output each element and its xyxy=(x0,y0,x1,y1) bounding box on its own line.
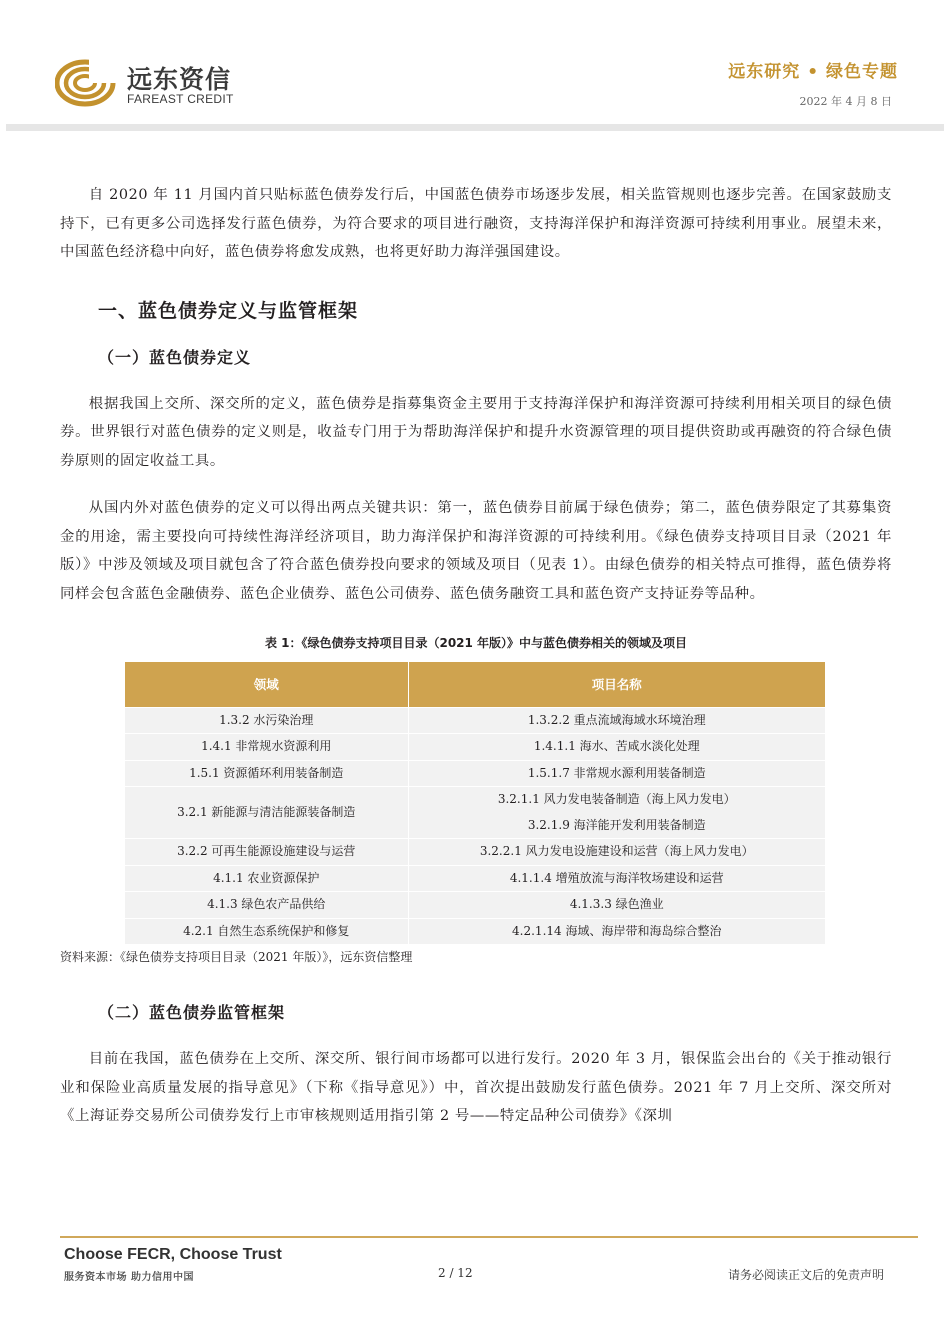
table-row xyxy=(125,918,825,944)
report-date: 2022 年 4 月 8 日 xyxy=(799,95,892,108)
domain-cell: 1.3.2 水污染治理 xyxy=(125,707,408,734)
company-logo xyxy=(55,58,255,108)
project-line: 3.2.1.1 风力发电装备制造（海上风力发电） xyxy=(497,792,736,806)
consensus-paragraph: 从国内外对蓝色债券的定义可以得出两点关键共识：第一，蓝色债券目前属于绿色债券；第二，蓝色债券限定了其募集资金的用途，需主要投向可持续性海洋经济项目，助力海洋保护和海洋资源的可持续利用。《绿色债券支持项目目录（2021 年版）》中涉及领域及项目就包含了符合蓝色债券投向要求的领域及项目（见表 1）。由绿色债券的相关特点可推得，蓝色债券将同样会包含蓝色金融债券、蓝色企业债券、蓝色公司债券、蓝色债务融资工具和蓝色资产支持证券等品种。 xyxy=(60,500,892,602)
domain-cell: 3.2.1 新能源与清洁能源装备制造 xyxy=(125,787,408,839)
domain-cell: 1.5.1 资源循环利用装备制造 xyxy=(125,760,408,787)
project-cell: 1.3.2.2 重点流域海域水环境治理 xyxy=(408,707,825,734)
report-series-tag: 远东研究 • 绿色专题 xyxy=(728,62,898,82)
project-cell: 1.5.1.7 非常规水源利用装备制造 xyxy=(408,760,825,787)
column-header-domain: 领域 xyxy=(125,662,408,707)
header-divider xyxy=(6,124,944,131)
table-row xyxy=(125,707,825,734)
project-cell: 4.2.1.14 海域、海岸带和海岛综合整治 xyxy=(408,918,825,944)
table-row xyxy=(125,760,825,787)
table-row xyxy=(125,787,825,839)
disclaimer-note: 请务必阅读正文后的免责声明 xyxy=(727,1268,884,1282)
project-cell: 4.1.1.4 增殖放流与海洋牧场建设和运营 xyxy=(408,865,825,892)
footer-slogan-chinese: 服务资本市场 助力信用中国 xyxy=(64,1272,194,1283)
table-row xyxy=(125,839,825,866)
column-header-project: 项目名称 xyxy=(408,662,825,707)
subsection-heading-definition: （一）蓝色债券定义 xyxy=(98,347,252,367)
projects-table xyxy=(125,662,825,944)
footer-divider xyxy=(60,1236,918,1238)
logo-chinese-name: 远东资信 xyxy=(127,65,232,94)
table-header-row xyxy=(125,662,825,707)
page-number: 2 / 12 xyxy=(438,1266,473,1280)
table-source-note: 资料来源：《绿色债券支持项目目录（2021 年版）》，远东资信整理 xyxy=(60,950,413,964)
logo-rings-icon xyxy=(55,58,117,108)
section-heading: 一、蓝色债券定义与监管框架 xyxy=(98,299,359,322)
footer-slogan-english: Choose FECR, Choose Trust xyxy=(64,1246,282,1263)
definition-paragraph: 根据我国上交所、深交所的定义，蓝色债券是指募集资金主要用于支持海洋保护和海洋资源可持续利用相关项目的绿色债券。世界银行对蓝色债券的定义则是，收益专门用于为帮助海洋保护和提升水资源管理的项目提供资助或再融资的符合绿色债券原则的固定收益工具。 xyxy=(60,395,892,469)
domain-cell: 4.1.3 绿色农产品供给 xyxy=(125,892,408,919)
regulation-paragraph: 目前在我国，蓝色债券在上交所、深交所、银行间市场都可以进行发行。2020 年 3 月，银保监会出台的《关于推动银行业和保险业高质量发展的指导意见》（下称《指导意见》）中，首次提出鼓励发行蓝色债券。2021 年 7 月上交所、深交所对《上海证券交易所公司债券发行上市审核规则适用指引第 2 号——特定品种公司债券》《深圳 xyxy=(60,1051,892,1124)
table-row xyxy=(125,734,825,761)
domain-cell: 4.2.1 自然生态系统保护和修复 xyxy=(125,918,408,944)
project-line: 3.2.1.9 海洋能开发利用装备制造 xyxy=(527,817,706,832)
table-row xyxy=(125,865,825,892)
project-cell xyxy=(408,787,825,839)
domain-cell: 4.1.1 农业资源保护 xyxy=(125,865,408,892)
domain-cell: 3.2.2 可再生能源设施建设与运营 xyxy=(125,839,408,866)
logo-english-name: FAREAST CREDIT xyxy=(127,92,234,106)
page-header xyxy=(0,0,950,130)
project-cell: 1.4.1.1 海水、苦咸水淡化处理 xyxy=(408,734,825,761)
project-cell: 3.2.2.1 风力发电设施建设和运营（海上风力发电） xyxy=(408,839,825,866)
domain-cell: 1.4.1 非常规水资源利用 xyxy=(125,734,408,761)
table-row xyxy=(125,892,825,919)
document-body xyxy=(60,181,892,1131)
intro-paragraph: 自 2020 年 11 月国内首只贴标蓝色债券发行后，中国蓝色债券市场逐步发展，相关监管规则也逐步完善。在国家鼓励支持下，已有更多公司选择发行蓝色债券，为符合要求的项目进行融资，支持海洋保护和海洋资源可持续利用事业。展望未来，中国蓝色经济稳中向好，蓝色债券将愈发成熟，也将更好助力海洋强国建设。 xyxy=(60,187,892,260)
table-caption: 表 1：《绿色债券支持项目目录（2021 年版）》中与蓝色债券相关的领域及项目 xyxy=(264,636,688,650)
subsection-heading-regulation: （二）蓝色债券监管框架 xyxy=(98,1003,286,1022)
project-cell: 4.1.3.3 绿色渔业 xyxy=(408,892,825,919)
